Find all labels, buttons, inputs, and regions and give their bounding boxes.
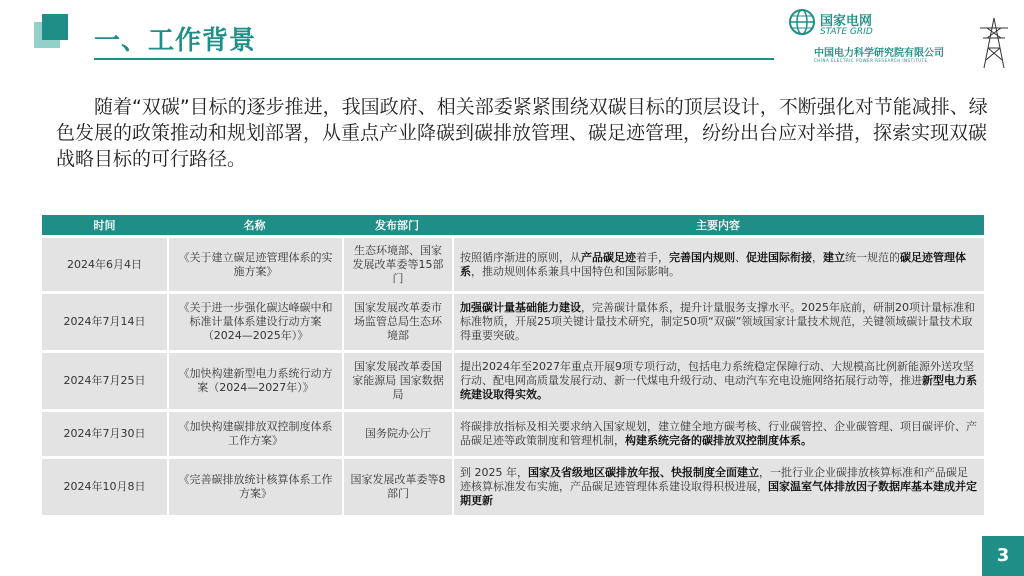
cell-dept: 国家发展改革委等8部门: [342, 459, 452, 515]
content-emphasis: 建立: [823, 250, 845, 264]
content-text: 将碳排放指标及相关要求纳入国家规划，建立健全地方碳考核、行业碳管控、企业碳管理、项目碳评价、产品碳足迹等政策制度和管理机制，: [460, 420, 977, 447]
page-number: 3: [982, 536, 1024, 576]
cell-dept: 生态环境部、国家发展改革委等15部门: [342, 238, 452, 291]
cell-date: 2024年7月14日: [42, 294, 167, 350]
table-row: [42, 238, 984, 291]
table-row: [42, 294, 984, 350]
table-header-row: [42, 215, 984, 235]
header-name: 名称: [167, 215, 342, 235]
header-content: 主要内容: [452, 215, 984, 235]
cell-dept: 国家发展改革委市场监管总局生态环境部: [342, 294, 452, 350]
content-emphasis: 新型电力系统建设取得实效。: [460, 374, 977, 401]
cell-date: 2024年7月30日: [42, 412, 167, 456]
content-emphasis: 加强碳计量基础能力建设: [460, 301, 581, 314]
content-text: 按照循序渐进的原则，从: [460, 250, 581, 264]
intro-paragraph: 随着“双碳”目标的逐步推进，我国政府、相关部委紧紧围绕双碳目标的顶层设计，不断强化对节能减排、绿色发展的政策推动和规划部署，从重点产业降碳到碳排放管理、碳足迹管理，纷纷出台应对举措，探索实现双碳战略目标的可行路径。: [56, 96, 988, 170]
cell-dept: 国家发展改革委国家能源局 国家数据局: [342, 353, 452, 409]
title-underline: [94, 58, 774, 60]
cell-name: 《加快构建碳排放双控制度体系工作方案》: [167, 412, 342, 456]
content-text: ，: [812, 250, 823, 264]
content-emphasis: 碳足迹管理体系: [460, 250, 966, 278]
policy-table: [42, 212, 984, 518]
content-emphasis: 产品碳足迹: [581, 250, 636, 264]
table-row: [42, 353, 984, 409]
cell-content: [452, 294, 984, 350]
title-decoration-square-dark: [42, 14, 68, 40]
header-dept: 发布部门: [342, 215, 452, 235]
logo-org-name: 中国电力科学研究院有限公司: [814, 48, 944, 59]
logo-org-name-en: CHINA ELECTRIC POWER RESEARCH INSTITUTE: [814, 58, 928, 63]
content-text: ，推动规则体系兼具中国特色和国际影响。: [471, 264, 680, 278]
content-text: 统一规范的: [845, 250, 900, 264]
cell-content: [452, 459, 984, 515]
cell-content: [452, 238, 984, 291]
content-text: 到 2025 年，: [460, 466, 528, 479]
cell-date: 2024年6月4日: [42, 238, 167, 291]
cell-name: 《加快构建新型电力系统行动方案（2024—2027年）》: [167, 353, 342, 409]
content-emphasis: 构建系统完备的碳排放双控制度体系。: [625, 434, 812, 447]
content-emphasis: 完善国内规则: [669, 250, 735, 264]
header-date: 时间: [42, 215, 167, 235]
content-text: 着手，: [636, 250, 669, 264]
cell-content: [452, 412, 984, 456]
logo-name-cn: 国家电网: [820, 14, 873, 29]
power-tower-icon: [976, 16, 1012, 70]
cell-name: 《关于进一步强化碳达峰碳中和标准计量体系建设行动方案（2024—2025年）》: [167, 294, 342, 350]
state-grid-globe-icon: [788, 8, 816, 36]
table-row: [42, 459, 984, 515]
cell-name: 《完善碳排放统计核算体系工作方案》: [167, 459, 342, 515]
cell-date: 2024年7月25日: [42, 353, 167, 409]
cell-dept: 国务院办公厅: [342, 412, 452, 456]
page-title: 一、工作背景: [94, 26, 257, 56]
logo-name-en: STATE GRID: [820, 27, 873, 37]
cell-date: 2024年10月8日: [42, 459, 167, 515]
content-emphasis: 国家温室气体排放因子数据库基本建成并定期更新: [460, 480, 977, 507]
logo: [788, 6, 988, 64]
content-text: ，完善碳计量体系，提升计量服务支撑水平。2025年底前，研制20项计量标准和标准物质，开展25项关键计量技术研究，制定50项“双碳”领域国家计量技术规范，关键领域碳计量技术取得重要突破。: [460, 301, 975, 342]
content-emphasis: 国家及省级地区碳排放年报、快报制度全面建立: [528, 466, 759, 479]
cell-content: [452, 353, 984, 409]
content-text: ，一批行业企业碳排放核算标准和产品碳足迹核算标准发布实施，产品碳足迹管理体系建设取得积极进展，: [460, 466, 968, 493]
table-row: [42, 412, 984, 456]
content-text: 提出2024年至2027年重点开展9项专项行动，包括电力系统稳定保障行动、大规模高比例新能源外送攻坚行动、配电网高质量发展行动、新一代煤电升级行动、电动汽车充电设施网络拓展行动等，推进: [460, 360, 974, 387]
content-emphasis: 促进国际衔接: [746, 250, 812, 264]
content-text: 、: [735, 250, 746, 264]
cell-name: 《关于建立碳足迹管理体系的实施方案》: [167, 238, 342, 291]
